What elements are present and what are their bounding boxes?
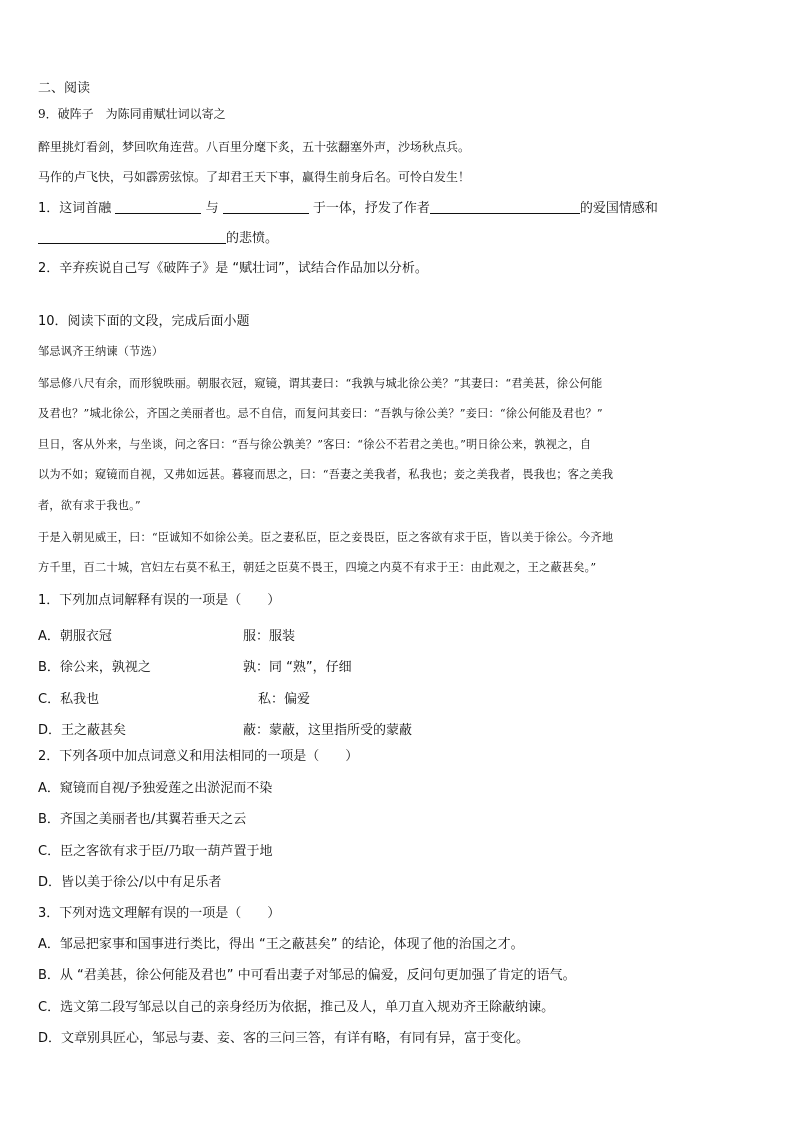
q9-sub1-line-2 bbox=[38, 231, 278, 245]
q9-sub1-text-d: 的爱国情感和 bbox=[579, 201, 658, 216]
q9-sub2: 2．辛弃疾说自己写《破阵子》是 “赋壮词”，试结合作品加以分析。 bbox=[38, 261, 428, 276]
passage-title: 邹忌讽齐王纳谏（节选） bbox=[38, 345, 164, 358]
sq2-option-b[interactable]: B．齐国之美丽者也/其翼若垂天之云 bbox=[38, 812, 247, 827]
sq1-option-a[interactable]: A．朝服衣冠 bbox=[38, 629, 112, 644]
sq3-option-a[interactable]: A．邹忌把家事和国事进行类比，得出 “王之蔽甚矣” 的结论，体现了他的治国之才。 bbox=[38, 937, 524, 952]
sq2-option-d[interactable]: D．皆以美于徐公/以中有足乐者 bbox=[38, 875, 222, 890]
passage-line: 方千里，百二十城，宫妇左右莫不私王，朝廷之臣莫不畏王，四境之内莫不有求于王：由此观之，王之蔽甚矣。” bbox=[38, 561, 597, 574]
sq3-option-c[interactable]: C．选文第二段写邹忌以自己的亲身经历为依据，推己及人，单刀直入规劝齐王除蔽纳谏。 bbox=[38, 1000, 555, 1015]
sq1-option-a-gloss: 服：服装 bbox=[243, 629, 296, 644]
q9-sub1-text-e: 的悲愤。 bbox=[226, 231, 279, 246]
q9-poem-line-1: 醉里挑灯看剑，梦回吹角连营。八百里分麾下炙，五十弦翻塞外声，沙场秋点兵。 bbox=[38, 140, 471, 154]
passage-line: 以为不如；窥镜而自视，又弗如远甚。暮寝而思之，曰：“吾妻之美我者，私我也；妾之美我者，畏我也；客之美我 bbox=[38, 468, 614, 481]
passage-line: 旦日，客从外来，与坐谈，问之客曰：“吾与徐公孰美？”客曰：“徐公不若君之美也。”明日徐公来，孰视之，自 bbox=[38, 438, 592, 451]
sq1-option-d[interactable]: D．王之蔽甚矣 bbox=[38, 723, 127, 738]
answer-blank-4[interactable] bbox=[38, 231, 226, 244]
q9-poem-line-2: 马作的卢飞快，弓如霹雳弦惊。了却君王天下事，赢得生前身后名。可怜白发生！ bbox=[38, 170, 471, 184]
passage-line: 及君也？”城北徐公，齐国之美丽者也。忌不自信，而复问其妾曰：“吾孰与徐公美？”妾曰：“徐公何能及君也？” bbox=[38, 407, 603, 420]
passage-line: 者，欲有求于我也。” bbox=[38, 499, 141, 512]
sq2-option-c[interactable]: C．臣之客欲有求于臣/乃取一葫芦置于地 bbox=[38, 844, 273, 859]
sq3-option-b[interactable]: B．从 “君美甚，徐公何能及君也” 中可看出妻子对邹忌的偏爱，反问句更加强了肯定的语气。 bbox=[38, 968, 576, 983]
answer-blank-2[interactable] bbox=[223, 201, 309, 214]
sq3-stem: 3．下列对选文理解有误的一项是（ ） bbox=[38, 906, 281, 921]
answer-blank-3[interactable] bbox=[430, 201, 580, 214]
section-heading: 二、阅读 bbox=[38, 81, 91, 96]
q9-sub1-text-a: 1．这词首融 bbox=[38, 201, 112, 216]
q10-intro: 10．阅读下面的文段，完成后面小题 bbox=[38, 314, 250, 329]
sq1-option-b-gloss: 孰：同 “熟”，仔细 bbox=[243, 660, 352, 675]
sq2-option-a[interactable]: A．窥镜而自视/予独爱莲之出淤泥而不染 bbox=[38, 781, 273, 796]
sq3-option-d[interactable]: D．文章别具匠心，邹忌与妻、妾、客的三问三答，有详有略，有同有异，富于变化。 bbox=[38, 1031, 530, 1046]
q9-sub1-line-1 bbox=[38, 201, 658, 215]
q9-sub1-text-b: 与 bbox=[205, 201, 219, 216]
sq1-option-d-gloss: 蔽：蒙蔽，这里指所受的蒙蔽 bbox=[243, 723, 413, 738]
sq2-stem: 2．下列各项中加点词意义和用法相同的一项是（ ） bbox=[38, 749, 359, 764]
sq1-option-c[interactable]: C．私我也 bbox=[38, 692, 100, 707]
q9-title: 9．破阵子 为陈同甫赋壮词以寄之 bbox=[38, 107, 226, 121]
sq1-option-b[interactable]: B．徐公来，孰视之 bbox=[38, 660, 151, 675]
q9-sub1-text-c: 于一体，抒发了作者 bbox=[312, 201, 430, 216]
answer-blank-1[interactable] bbox=[115, 201, 201, 214]
sq1-stem: 1．下列加点词解释有误的一项是（ ） bbox=[38, 593, 281, 608]
passage-line: 于是入朝见威王，曰：“臣诚知不如徐公美。臣之妻私臣，臣之妾畏臣，臣之客欲有求于臣，皆以美于徐公。今齐地 bbox=[38, 531, 614, 544]
sq1-option-c-gloss: 私：偏爱 bbox=[258, 692, 311, 707]
passage-line: 邹忌修八尺有余，而形貌昳丽。朝服衣冠，窥镜，谓其妻曰：“我孰与城北徐公美？”其妻曰：“君美甚，徐公何能 bbox=[38, 377, 603, 390]
